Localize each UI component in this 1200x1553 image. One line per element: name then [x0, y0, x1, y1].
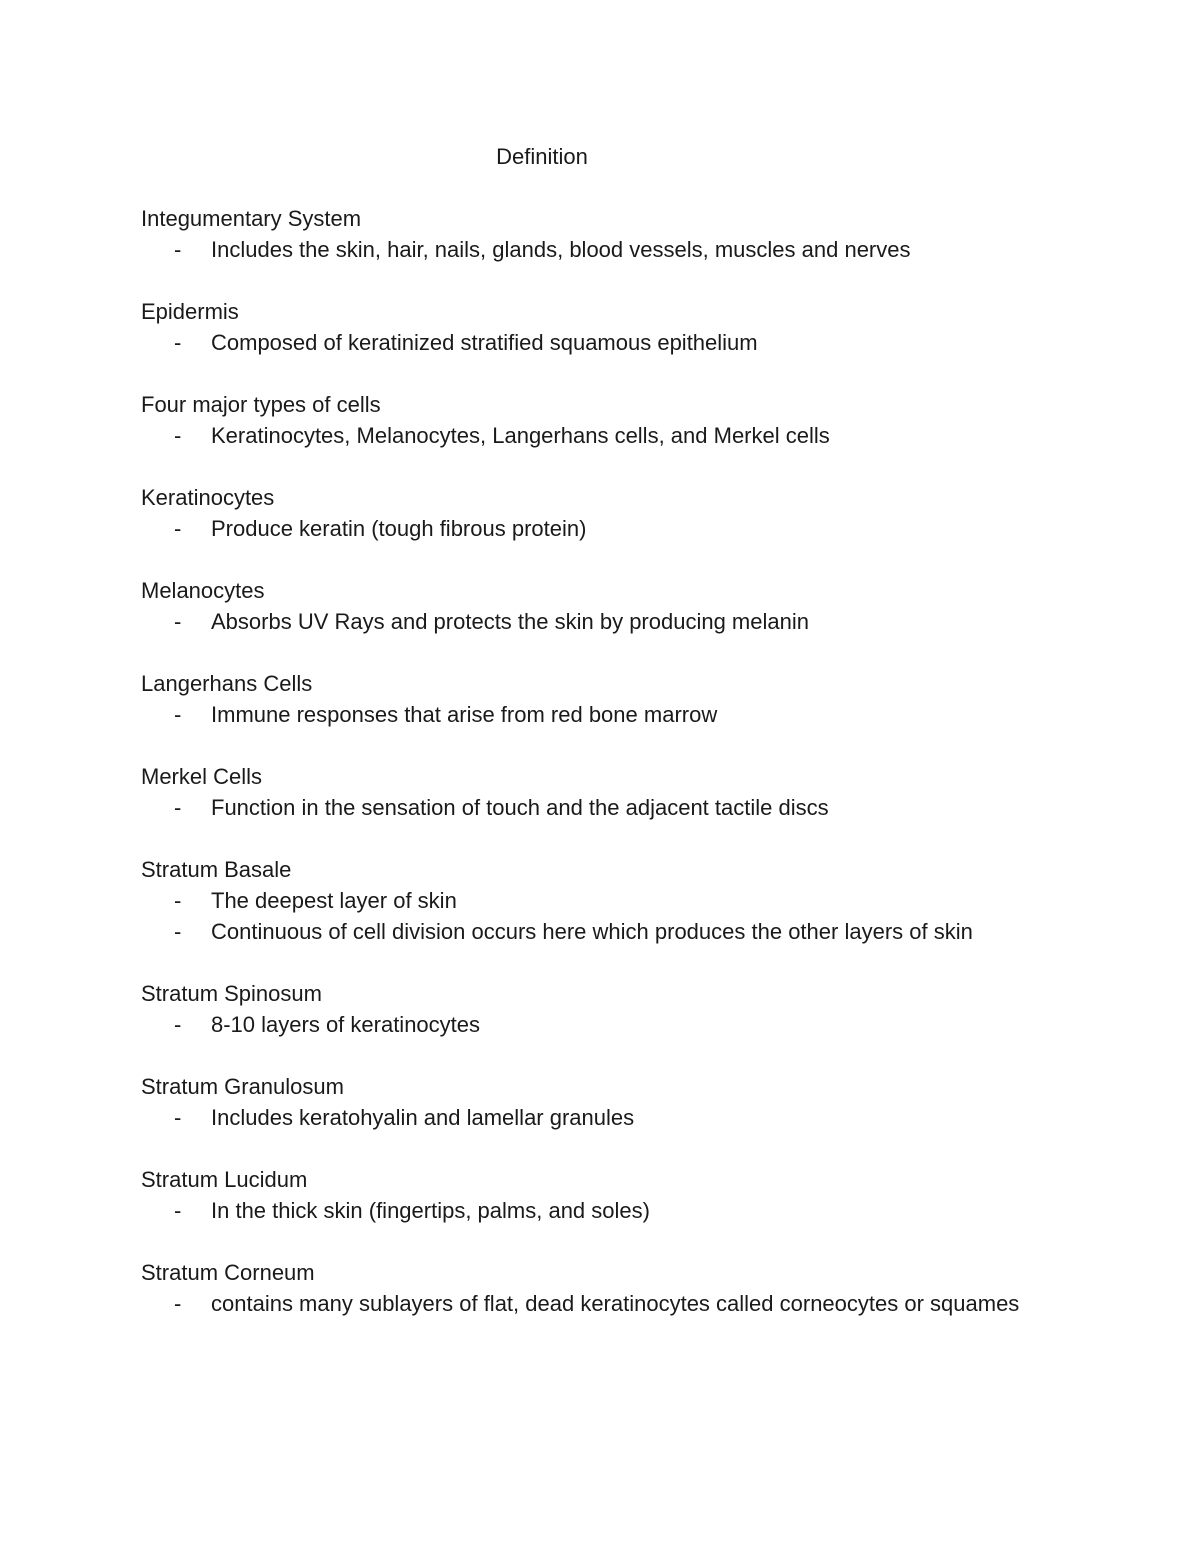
definition-entry [141, 1257, 1061, 1319]
definition-entry [141, 1164, 1061, 1226]
definition-text: In the thick skin (fingertips, palms, and soles) [211, 1198, 650, 1223]
term-heading: Langerhans Cells [141, 671, 313, 696]
dash-bullet-icon: - [174, 609, 182, 634]
definition-text: Keratinocytes, Melanocytes, Langerhans cells, and Merkel cells [211, 423, 830, 448]
dash-bullet-icon: - [174, 1291, 182, 1316]
term-heading: Stratum Corneum [141, 1260, 315, 1285]
definition-bullets [141, 792, 1061, 823]
dash-bullet-icon: - [174, 237, 182, 262]
definition-bullets [141, 327, 1061, 358]
definition-entry [141, 575, 1061, 637]
term-heading: Keratinocytes [141, 485, 275, 510]
dash-bullet-icon: - [174, 1198, 182, 1223]
definition-text: Function in the sensation of touch and the adjacent tactile discs [211, 795, 829, 820]
term-heading: Integumentary System [141, 206, 362, 231]
definition-entry [141, 854, 1061, 947]
term-heading: Stratum Spinosum [141, 981, 322, 1006]
definition-text: The deepest layer of skin [211, 888, 457, 913]
definition-item [141, 1102, 1061, 1133]
definition-text: Includes the skin, hair, nails, glands, blood vessels, muscles and nerves [211, 237, 911, 262]
dash-bullet-icon: - [174, 888, 182, 913]
dash-bullet-icon: - [174, 423, 182, 448]
dash-bullet-icon: - [174, 795, 182, 820]
definition-text: contains many sublayers of flat, dead keratinocytes called corneocytes or squames [211, 1291, 1020, 1316]
definition-text: Composed of keratinized stratified squamous epithelium [211, 330, 758, 355]
term-heading: Merkel Cells [141, 764, 263, 789]
term-heading: Epidermis [141, 299, 239, 324]
definition-bullets [141, 1288, 1061, 1319]
dash-bullet-icon: - [174, 516, 182, 541]
definition-bullets [141, 513, 1061, 544]
definition-text: 8-10 layers of keratinocytes [211, 1012, 481, 1037]
term-heading: Four major types of cells [141, 392, 381, 417]
definition-item [141, 327, 1061, 358]
definition-entry [141, 761, 1061, 823]
definition-list [141, 203, 1061, 1350]
dash-bullet-icon: - [174, 702, 182, 727]
definition-item [141, 792, 1061, 823]
definition-entry [141, 296, 1061, 358]
definition-bullets [141, 1102, 1061, 1133]
definition-item [141, 420, 1061, 451]
definition-item [141, 234, 1061, 265]
term-heading: Stratum Lucidum [141, 1167, 308, 1192]
definition-text: Immune responses that arise from red bone marrow [211, 702, 718, 727]
definition-entry [141, 668, 1061, 730]
term-heading: Stratum Basale [141, 857, 292, 882]
definition-text: Produce keratin (tough fibrous protein) [211, 516, 587, 541]
definition-bullets [141, 699, 1061, 730]
definition-entry [141, 482, 1061, 544]
definition-item [141, 1195, 1061, 1226]
definition-entry [141, 1071, 1061, 1133]
definition-bullets [141, 606, 1061, 637]
page-title: Definition [496, 144, 588, 169]
definition-item [141, 885, 1061, 916]
dash-bullet-icon: - [174, 919, 182, 944]
definition-entry [141, 203, 1061, 265]
definition-bullets [141, 1195, 1061, 1226]
dash-bullet-icon: - [174, 1012, 182, 1037]
definition-text: Continuous of cell division occurs here which produces the other layers of skin [211, 919, 973, 944]
dash-bullet-icon: - [174, 1105, 182, 1130]
definition-item [141, 606, 1061, 637]
definition-item [141, 699, 1061, 730]
definition-entry [141, 978, 1061, 1040]
definition-bullets [141, 234, 1061, 265]
definition-item [141, 1288, 1061, 1319]
definition-bullets [141, 420, 1061, 451]
definition-text: Absorbs UV Rays and protects the skin by producing melanin [211, 609, 809, 634]
definition-text: Includes keratohyalin and lamellar granules [211, 1105, 635, 1130]
definition-item [141, 513, 1061, 544]
definition-item [141, 1009, 1061, 1040]
term-heading: Stratum Granulosum [141, 1074, 344, 1099]
definition-item [141, 916, 1061, 947]
definition-entry [141, 389, 1061, 451]
dash-bullet-icon: - [174, 330, 182, 355]
definition-bullets [141, 885, 1061, 947]
definition-bullets [141, 1009, 1061, 1040]
term-heading: Melanocytes [141, 578, 265, 603]
